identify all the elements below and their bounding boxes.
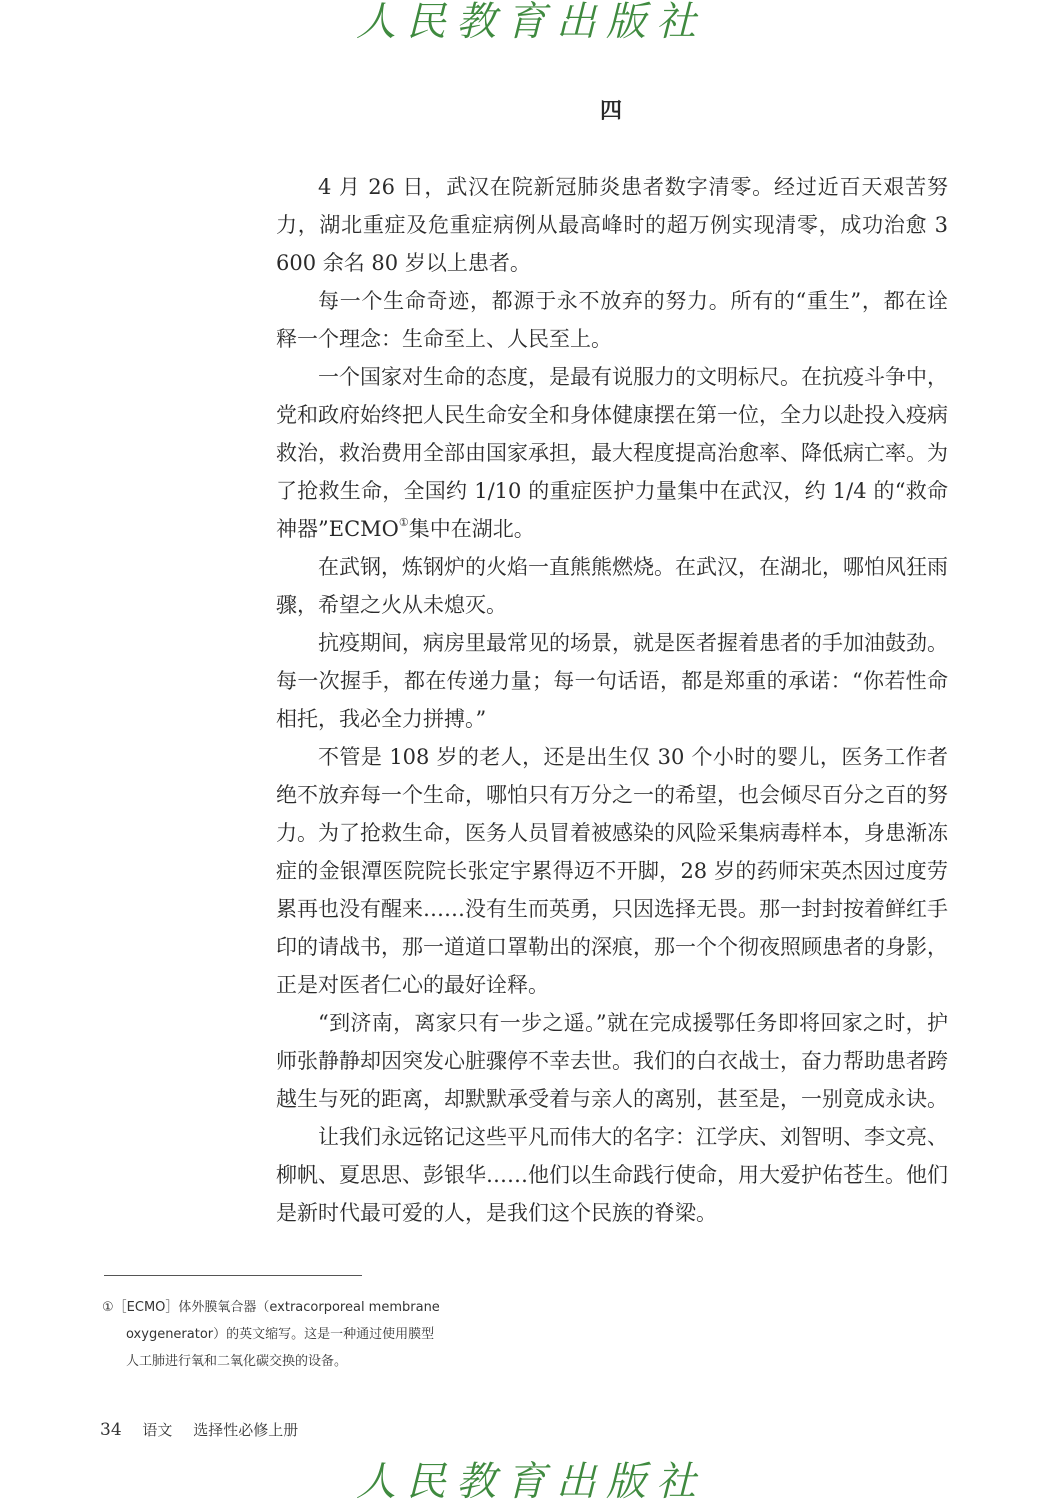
book-volume: 选择性必修上册	[193, 1421, 299, 1439]
paragraph-8: 让我们永远铭记这些平凡而伟大的名字：江学庆、刘智明、李文亮、柳帆、夏思思、彭银华……他们以生命践行使命，用大爱护佑苍生。他们是新时代最可爱的人，是我们这个民族的脊梁。	[276, 1125, 948, 1225]
article-body	[276, 168, 948, 1232]
paragraph-5: 抗疫期间，病房里最常见的场景，就是医者握着患者的手加油鼓劲。每一次握手，都在传递力量；每一句话语，都是郑重的承诺：“你若性命相托，我必全力拼搏。”	[276, 631, 948, 731]
section-number: 四	[599, 99, 622, 124]
paragraph-6: 不管是 108 岁的老人，还是出生仅 30 个小时的婴儿，医务工作者绝不放弃每一个生命，哪怕只有万分之一的希望，也会倾尽百分之百的努力。为了抢救生命，医务人员冒着被感染的风险采集病毒样本，身患渐冻症的金银潭医院院长张定宇累得迈不开脚，28 岁的药师宋英杰因过度劳累再也没有醒来……没有生而英勇，只因选择无畏。那一封封按着鲜红手印的请战书，那一道道口罩勒出的深痕，那一个个彻夜照顾患者的身影，正是对医者仁心的最好诠释。	[276, 745, 948, 997]
footnote-ref-marker[interactable]: ①	[398, 516, 409, 529]
publisher-watermark-top: 人民教育出版社	[356, 0, 706, 45]
paragraph-1: 4 月 26 日，武汉在院新冠肺炎患者数字清零。经过近百天艰苦努力，湖北重症及危重症病例从最高峰时的超万例实现清零，成功治愈 3 600 余名 80 岁以上患者。	[276, 175, 948, 275]
paragraph-4: 在武钢，炼钢炉的火焰一直熊熊燃烧。在武汉，在湖北，哪怕风狂雨骤，希望之火从未熄灭。	[276, 555, 948, 617]
paragraph-3-tail: 集中在湖北。	[408, 517, 535, 541]
paragraph-3	[276, 358, 948, 548]
publisher-watermark-bottom: 人民教育出版社	[356, 1459, 706, 1505]
footnote-line-1: ①［ECMO］体外膜氧合器（extracorporeal membrane	[102, 1300, 440, 1315]
footnote-line-2: oxygenerator）的英文缩写。这是一种通过使用膜型	[126, 1327, 435, 1342]
footnote	[102, 1294, 502, 1375]
page-footer	[100, 1418, 298, 1442]
paragraph-2: 每一个生命奇迹，都源于永不放弃的努力。所有的“重生”，都在诠释一个理念：生命至上、人民至上。	[276, 289, 948, 351]
paragraph-7: “到济南，离家只有一步之遥。”就在完成援鄂任务即将回家之时，护师张静静却因突发心脏骤停不幸去世。我们的白衣战士，奋力帮助患者跨越生与死的距离，却默默承受着与亲人的离别，甚至是，一别竟成永诀。	[276, 1011, 948, 1111]
book-title: 语文	[142, 1421, 173, 1439]
section-heading	[0, 94, 1062, 125]
paragraph-3-text: 一个国家对生命的态度，是最有说服力的文明标尺。在抗疫斗争中，党和政府始终把人民生命安全和身体健康摆在第一位，全力以赴投入疫病救治，救治费用全部由国家承担，最大程度提高治愈率、降低病亡率。为了抢救生命，全国约 1/10 的重症医护力量集中在武汉，约 1/4 的“救命神器”ECMO	[276, 365, 948, 541]
footnote-line-3: 人工肺进行氧和二氧化碳交换的设备。	[126, 1354, 348, 1369]
footnote-divider	[104, 1275, 362, 1276]
page-number: 34	[100, 1420, 122, 1440]
